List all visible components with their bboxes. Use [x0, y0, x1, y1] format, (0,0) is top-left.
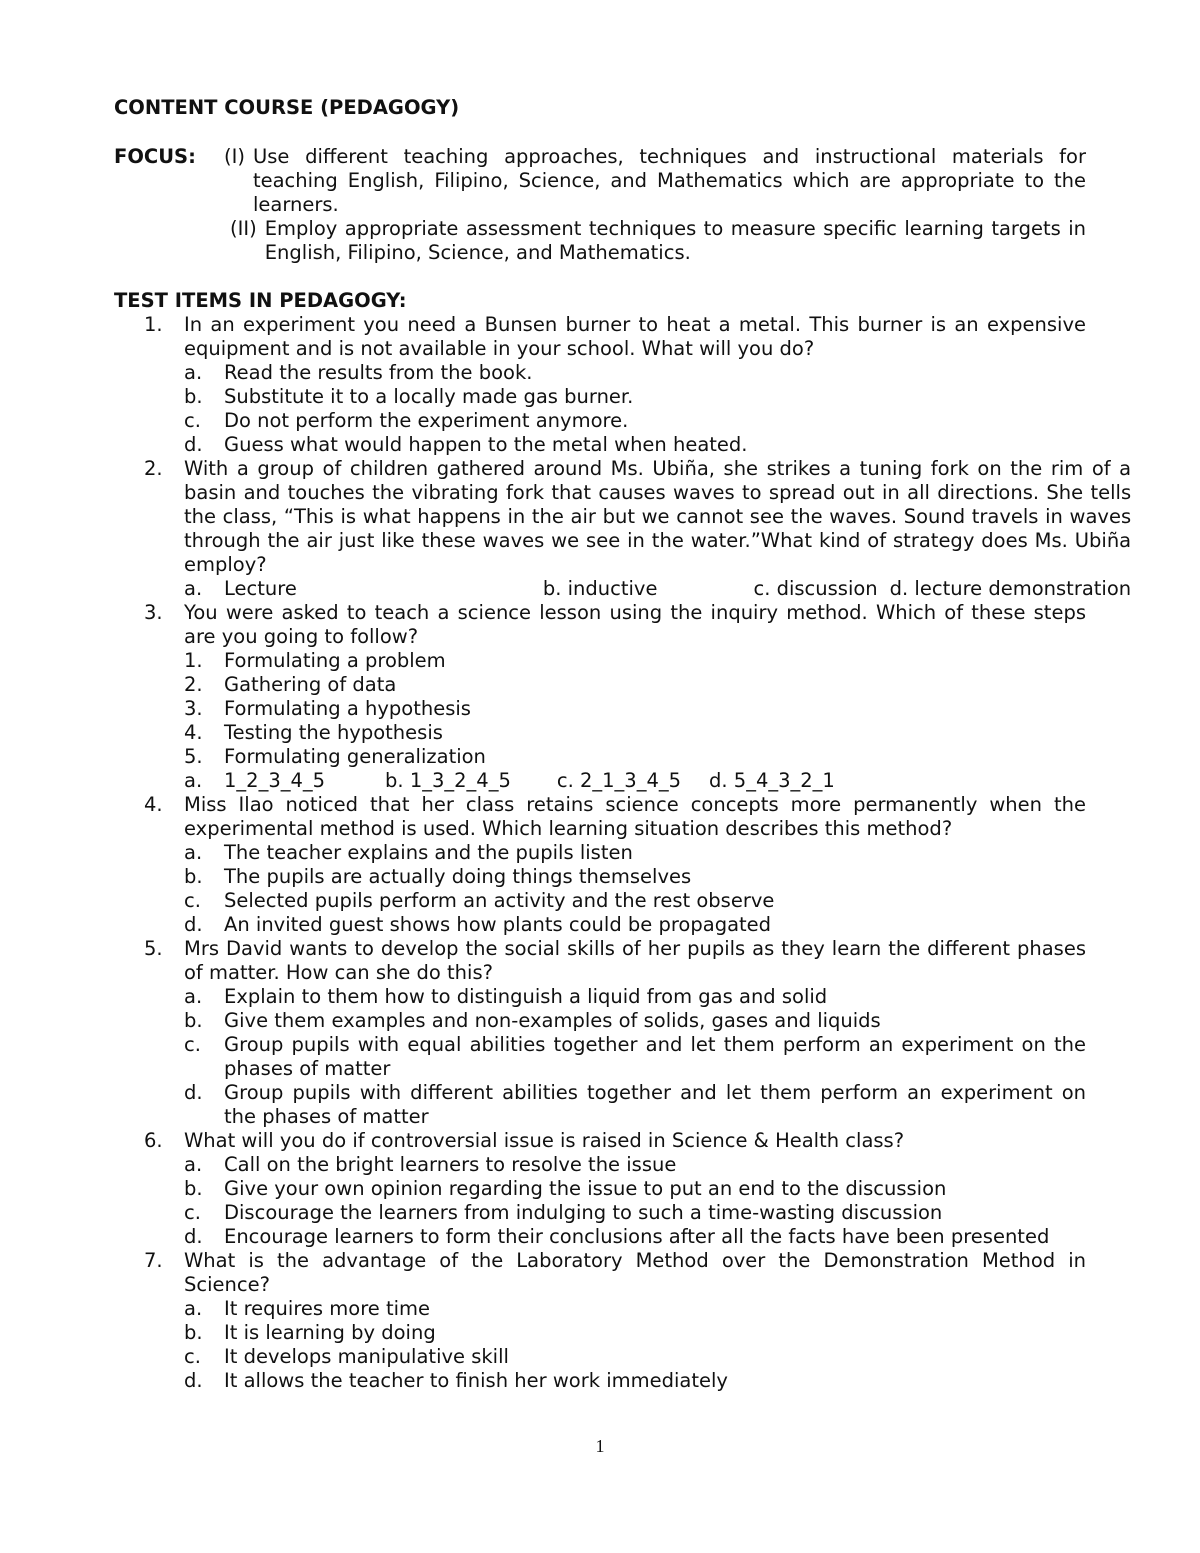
answer-option-label: a. [184, 361, 203, 384]
answer-option-text: It is learning by doing [224, 1321, 436, 1344]
inquiry-step-text: Formulating generalization [224, 745, 486, 768]
answer-option [184, 865, 1086, 889]
answer-option-label: a. [184, 1297, 203, 1320]
answer-option-label: a. [184, 769, 203, 792]
answer-option-text: Lecture [224, 577, 297, 600]
inline-answer-options [184, 577, 1131, 601]
question-number: 7. [144, 1249, 163, 1272]
inquiry-step [184, 721, 1086, 745]
answer-option-label: d. [184, 1225, 203, 1248]
answer-option [184, 1153, 1086, 1177]
focus-item [224, 145, 1086, 217]
question-number: 4. [144, 793, 163, 816]
answer-option-label: b. [184, 1321, 203, 1344]
answer-option [184, 1321, 1086, 1345]
focus-item [230, 217, 1086, 265]
question-number: 3. [144, 601, 163, 624]
inline-answer-options [184, 769, 1086, 793]
answer-option-text: Give them examples and non-examples of solids, gases and liquids [224, 1009, 881, 1032]
answer-option-text: The pupils are actually doing things themselves [224, 865, 692, 888]
question-text: Mrs David wants to develop the social skills of her pupils as they learn the different phases of matter. How can she do this? [184, 937, 1086, 984]
answer-option-label: c. [184, 889, 201, 912]
answer-option [184, 985, 1086, 1009]
answer-option-text: Call on the bright learners to resolve the issue [224, 1153, 677, 1176]
question-item [114, 313, 1086, 457]
answer-option-label: a. [184, 1153, 203, 1176]
answer-option-text: Give your own opinion regarding the issue to put an end to the discussion [224, 1177, 947, 1200]
answer-option-text: d. 5_4_3_2_1 [709, 769, 835, 792]
question-item [114, 1249, 1086, 1393]
question-item [114, 457, 1132, 601]
question-body [184, 601, 1086, 793]
answer-option-label: b. [184, 1009, 203, 1032]
answer-option-text: Selected pupils perform an activity and the rest observe [224, 889, 775, 912]
answer-option-label: d. [184, 913, 203, 936]
answer-option-label: b. [184, 385, 203, 408]
answer-option-label: a. [184, 577, 203, 600]
answer-option-text: c. 2_1_3_4_5 [556, 769, 682, 792]
answer-option-label: a. [184, 985, 203, 1008]
page-number: 1 [595, 1436, 605, 1456]
question-number: 6. [144, 1129, 163, 1152]
question-body [184, 793, 1086, 937]
answer-option [184, 1297, 1086, 1321]
answer-option-text: Guess what would happen to the metal when heated. [224, 433, 748, 456]
answer-option-text: b. 1_3_2_4_5 [385, 769, 511, 792]
question-number: 1. [144, 313, 163, 336]
question-item [114, 1129, 1086, 1249]
inline-options-group [224, 577, 1131, 601]
inquiry-step [184, 673, 1086, 697]
question-number: 5. [144, 937, 163, 960]
answer-option [184, 385, 1086, 409]
answer-option-label: d. [184, 1081, 203, 1104]
answer-option [184, 433, 1086, 457]
question-item [114, 937, 1086, 1129]
inquiry-step [184, 745, 1086, 769]
test-items-heading: TEST ITEMS IN PEDAGOGY: [114, 289, 407, 312]
answer-option-label: c. [184, 409, 201, 432]
focus-items [224, 145, 1086, 265]
inquiry-step-label: 2. [184, 673, 203, 696]
answer-option-text: 1_2_3_4_5 [224, 769, 326, 792]
inquiry-step-label: 1. [184, 649, 203, 672]
question-item [114, 793, 1086, 937]
focus-item-text: Use different teaching approaches, techniques and instructional materials for teaching English, Filipino, Science, and Mathematics which are appropriate to the learners. [252, 145, 1086, 216]
inquiry-step-label: 5. [184, 745, 203, 768]
answer-option [184, 1009, 1086, 1033]
focus-section [114, 145, 1086, 265]
answer-option-text: Group pupils with equal abilities together and let them perform an experiment on the phases of matter [224, 1033, 1086, 1080]
question-body [184, 1249, 1086, 1393]
inquiry-step-text: Testing the hypothesis [224, 721, 443, 744]
answer-option-text: Substitute it to a locally made gas burner. [224, 385, 634, 408]
inquiry-step-label: 4. [184, 721, 203, 744]
question-number: 2. [144, 457, 163, 480]
focus-label: FOCUS: [114, 145, 196, 168]
document-title: CONTENT COURSE (PEDAGOGY) [114, 96, 460, 119]
question-list [114, 313, 1132, 1393]
focus-item-number: (II) [230, 217, 257, 240]
question-text: What will you do if controversial issue is raised in Science & Health class? [184, 1129, 905, 1152]
focus-item-text: Employ appropriate assessment techniques to measure specific learning targets in English, Filipino, Science, and Mathematics. [264, 217, 1086, 264]
answer-option-text: It allows the teacher to finish her work immediately [224, 1369, 728, 1392]
answer-option-text: Read the results from the book. [224, 361, 533, 384]
answer-option [184, 1177, 1086, 1201]
answer-option-label: c. [184, 1033, 201, 1056]
answer-option [184, 1033, 1086, 1081]
question-body [184, 937, 1086, 1129]
answer-option [184, 841, 1086, 865]
answer-option-text: Group pupils with different abilities together and let them perform an experiment on the phases of matter [224, 1081, 1086, 1128]
answer-option-label: a. [184, 841, 203, 864]
answer-option-text: It requires more time [224, 1297, 431, 1320]
inquiry-step-text: Formulating a hypothesis [224, 697, 471, 720]
answer-option-text: An invited guest shows how plants could be propagated [224, 913, 772, 936]
answer-option [184, 361, 1086, 385]
answer-option-label: d. [184, 1369, 203, 1392]
question-item [114, 601, 1086, 793]
answer-option [184, 1345, 1086, 1369]
answer-option [184, 409, 1086, 433]
answer-option [184, 1081, 1086, 1129]
answer-option [184, 913, 1086, 937]
answer-option-label: c. [184, 1201, 201, 1224]
question-body [184, 1129, 1086, 1249]
answer-option-text: Explain to them how to distinguish a liquid from gas and solid [224, 985, 828, 1008]
inquiry-step-text: Formulating a problem [224, 649, 446, 672]
answer-option-label: b. [184, 1177, 203, 1200]
answer-option-label: d. [184, 433, 203, 456]
answer-option-text: Discourage the learners from indulging to such a time-wasting discussion [224, 1201, 943, 1224]
answer-option-text: Encourage learners to form their conclusions after all the facts have been presented [224, 1225, 1050, 1248]
question-text: What is the advantage of the Laboratory Method over the Demonstration Method in Science? [184, 1249, 1086, 1296]
inline-options-group [224, 769, 835, 793]
answer-option [184, 1201, 1086, 1225]
answer-option-text: It develops manipulative skill [224, 1345, 509, 1368]
answer-option [184, 1369, 1086, 1393]
question-body [184, 313, 1086, 457]
inquiry-step [184, 649, 1086, 673]
question-text: You were asked to teach a science lesson using the inquiry method. Which of these steps are you going to follow? [184, 601, 1086, 648]
question-body [184, 457, 1131, 601]
answer-option-text: The teacher explains and the pupils listen [224, 841, 633, 864]
answer-option [184, 1225, 1086, 1249]
answer-option-text: Do not perform the experiment anymore. [224, 409, 629, 432]
question-text: Miss Ilao noticed that her class retains science concepts more permanently when the experimental method is used. Which learning situation describes this method? [184, 793, 1086, 840]
answer-option-text: c. discussion [753, 577, 878, 600]
answer-option [184, 889, 1086, 913]
inquiry-step-label: 3. [184, 697, 203, 720]
answer-option-text: d. lecture demonstration [889, 577, 1132, 600]
inquiry-step [184, 697, 1086, 721]
answer-option-text: b. inductive [542, 577, 658, 600]
page-content [114, 96, 1132, 1393]
question-text: With a group of children gathered around Ms. Ubiña, she strikes a tuning fork on the rim of a basin and touches the vibrating fork that causes waves to spread out in all directions. She tells the class, “This is what happens in the air but we cannot see the waves. Sound travels in waves through the air just like these waves we see in the water.”What kind of strategy does Ms. Ubiña employ? [184, 457, 1132, 576]
focus-item-number: (I) [224, 145, 245, 168]
answer-option-label: c. [184, 1345, 201, 1368]
inquiry-step-text: Gathering of data [224, 673, 397, 696]
question-text: In an experiment you need a Bunsen burner to heat a metal. This burner is an expensive equipment and is not available in your school. What will you do? [184, 313, 1086, 360]
answer-option-label: b. [184, 865, 203, 888]
